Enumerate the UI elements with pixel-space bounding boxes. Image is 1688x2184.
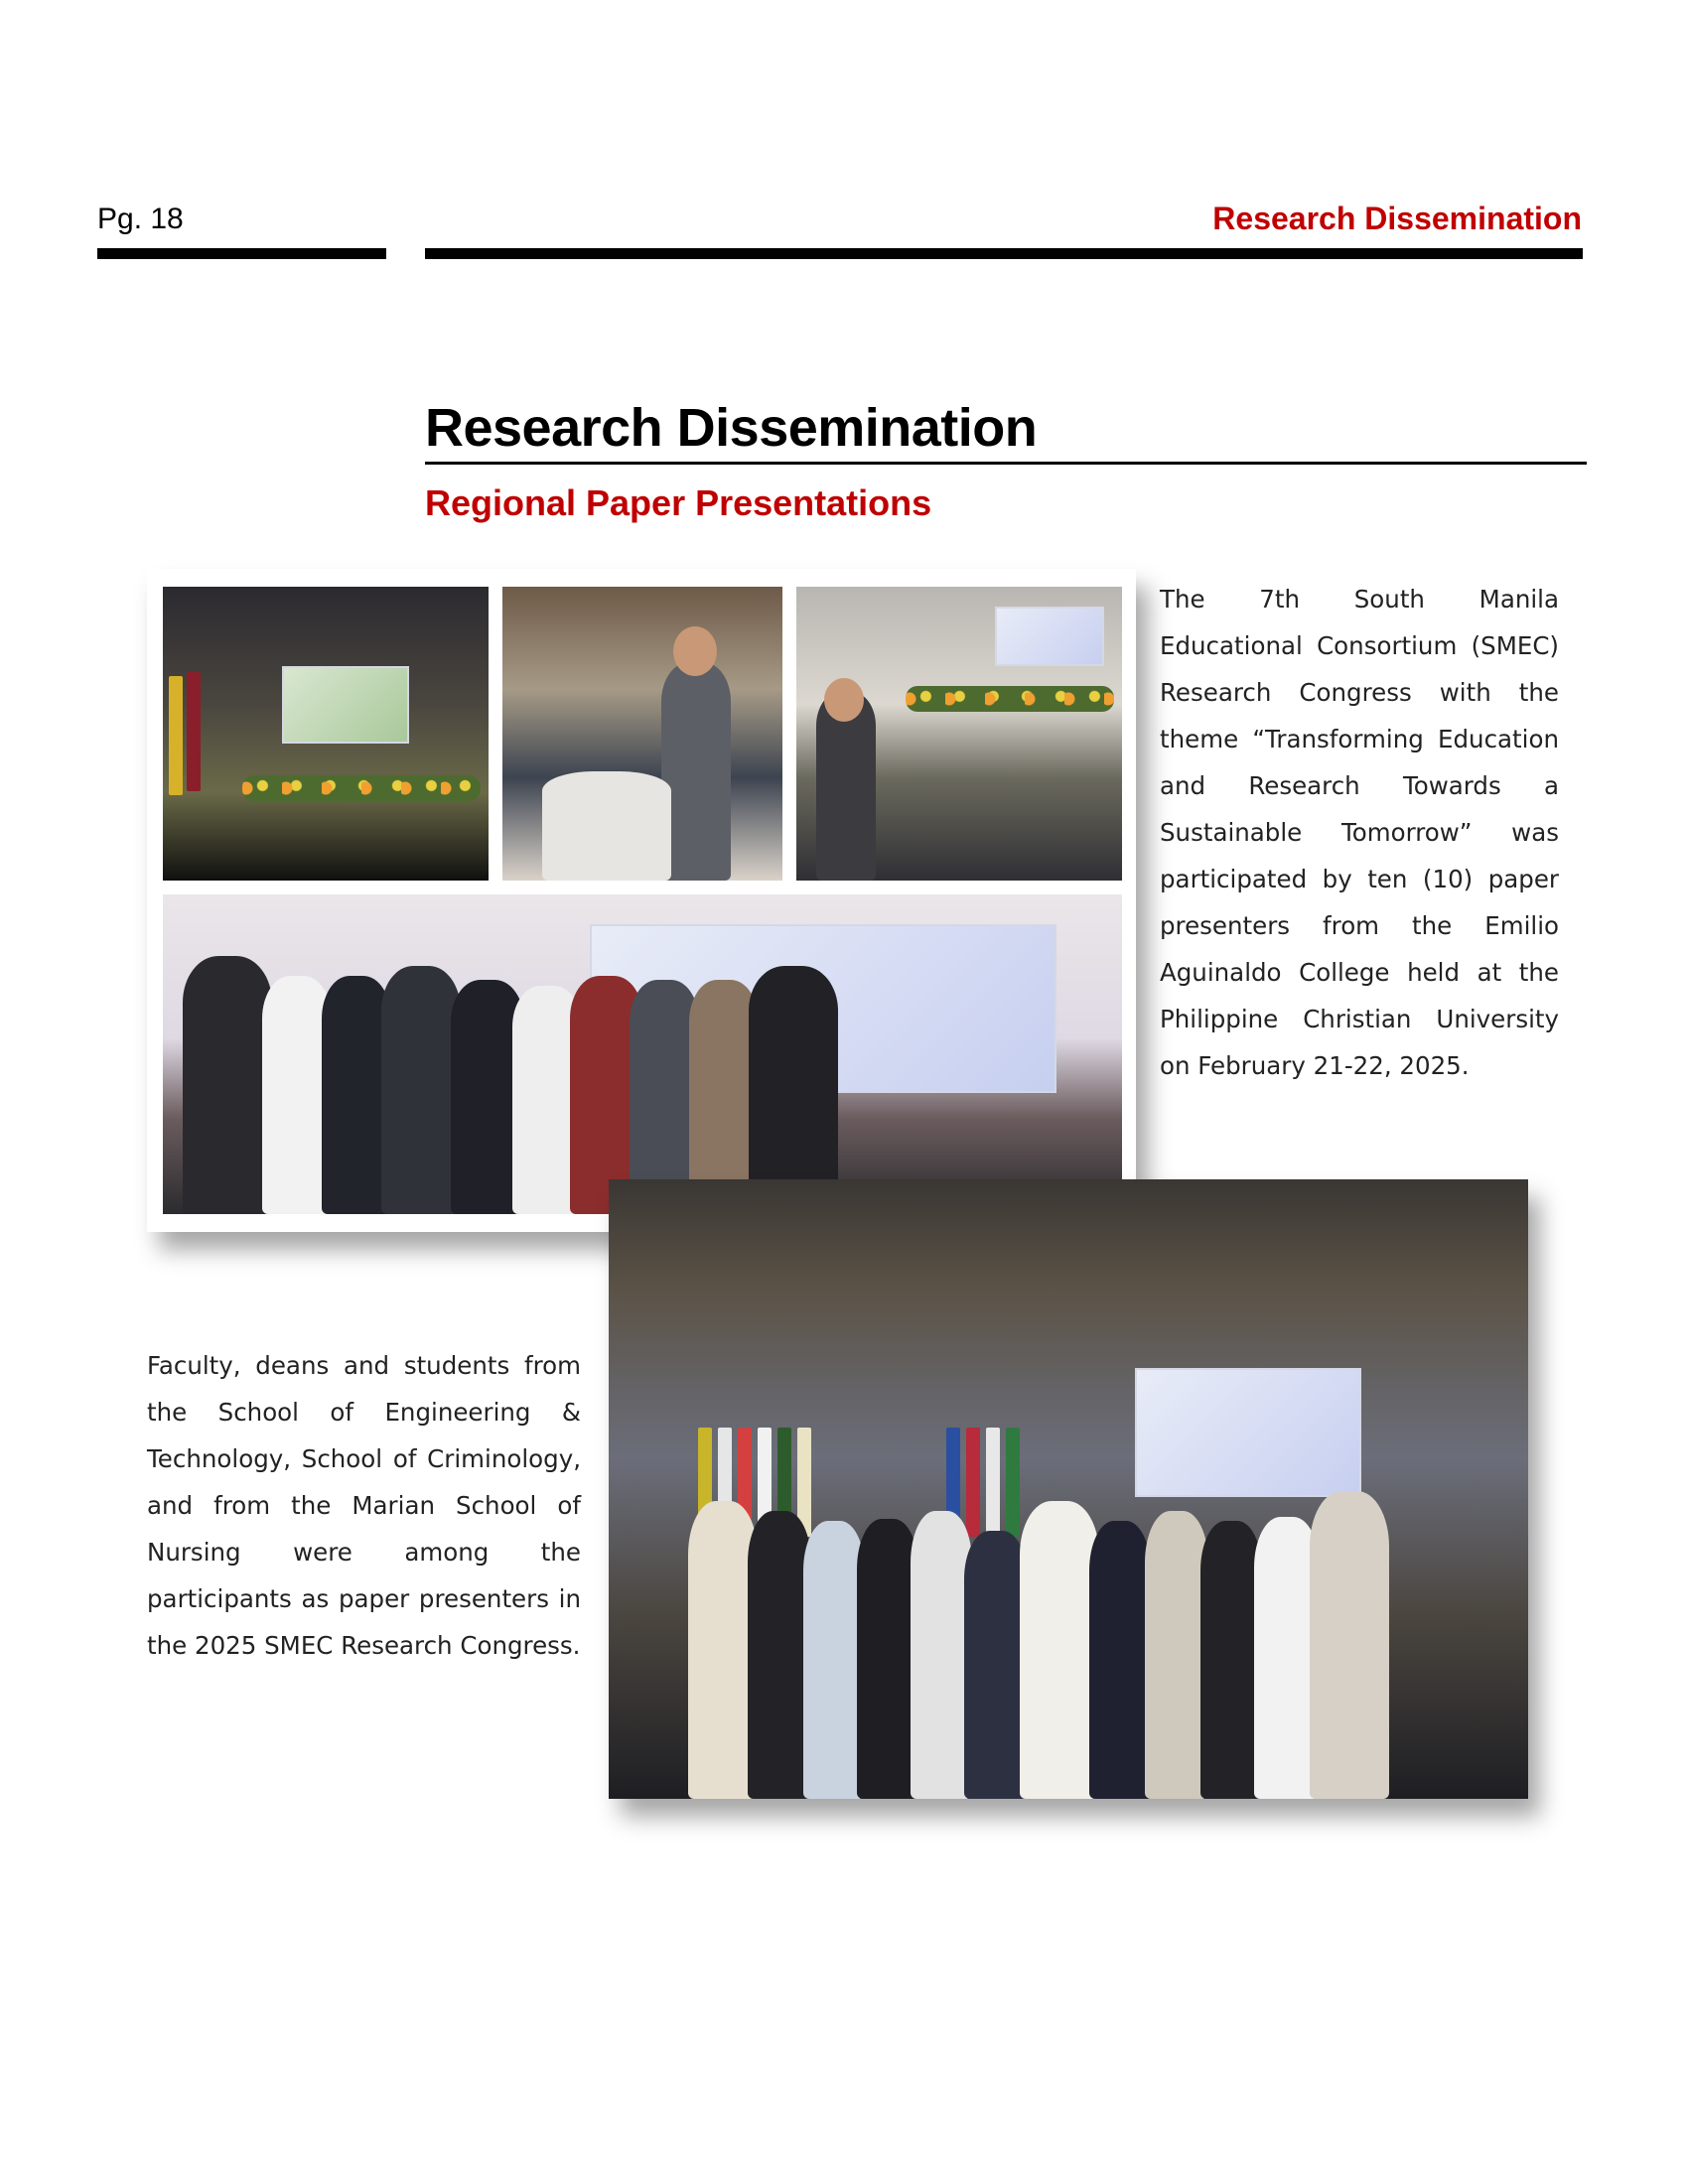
header-rule-right bbox=[425, 248, 1583, 259]
flag bbox=[169, 676, 183, 795]
event-banner bbox=[995, 607, 1104, 666]
flag bbox=[1006, 1428, 1020, 1537]
photo-presenter-speaking bbox=[502, 587, 782, 881]
presenter bbox=[661, 662, 731, 881]
photo-presentation-stage bbox=[163, 587, 489, 881]
flag bbox=[986, 1428, 1000, 1537]
smec-research-congress-screen bbox=[1135, 1368, 1361, 1497]
flag bbox=[187, 672, 201, 791]
presenter-head bbox=[824, 678, 864, 722]
group-person bbox=[803, 1521, 865, 1799]
projector-screen bbox=[282, 666, 409, 744]
photo-group-stage bbox=[609, 1179, 1528, 1799]
group-person bbox=[1200, 1521, 1262, 1799]
title-underline bbox=[425, 462, 1587, 465]
group-person bbox=[1145, 1511, 1208, 1799]
audience-member bbox=[542, 771, 671, 881]
section-subtitle: Regional Paper Presentations bbox=[425, 482, 932, 523]
photo-presenter-at-table bbox=[796, 587, 1122, 881]
header-rule-left bbox=[97, 248, 386, 259]
presenter-head bbox=[673, 626, 717, 676]
page-title: Research Dissemination bbox=[425, 398, 1038, 458]
group-person bbox=[748, 1511, 811, 1799]
flag bbox=[966, 1428, 980, 1537]
photo-group-presenters bbox=[163, 894, 1122, 1214]
group-person bbox=[857, 1519, 918, 1799]
photo-collage bbox=[147, 569, 1136, 1232]
group-person bbox=[1020, 1501, 1099, 1799]
group-person bbox=[1310, 1491, 1389, 1799]
group-person bbox=[183, 956, 272, 1214]
header-section-title: Research Dissemination bbox=[1212, 201, 1582, 236]
flower-arrangement bbox=[906, 686, 1114, 712]
flower-arrangement bbox=[242, 775, 481, 801]
paragraph-participants: Faculty, deans and students from the School of Engineering & Technology, School of Criminology, and from the Marian School of Nursing were among the participants as paper presenters in the 2025 SMEC Research Congress. bbox=[147, 1351, 581, 1660]
group-person bbox=[1089, 1521, 1151, 1799]
group-person bbox=[964, 1531, 1028, 1799]
group-person bbox=[381, 966, 461, 1214]
page-number: Pg. 18 bbox=[97, 203, 184, 235]
group-person bbox=[749, 966, 838, 1214]
group-person bbox=[911, 1511, 972, 1799]
paragraph-event-summary: The 7th South Manila Educational Consortium (SMEC) Research Congress with the theme “Transforming Education and Research Towards a Sustainable Tomorrow” was participated by ten (10) paper presenters from the Emilio Aguinaldo College held at the Philippine Christian University on February 21-22, 2025. bbox=[1160, 585, 1559, 1080]
